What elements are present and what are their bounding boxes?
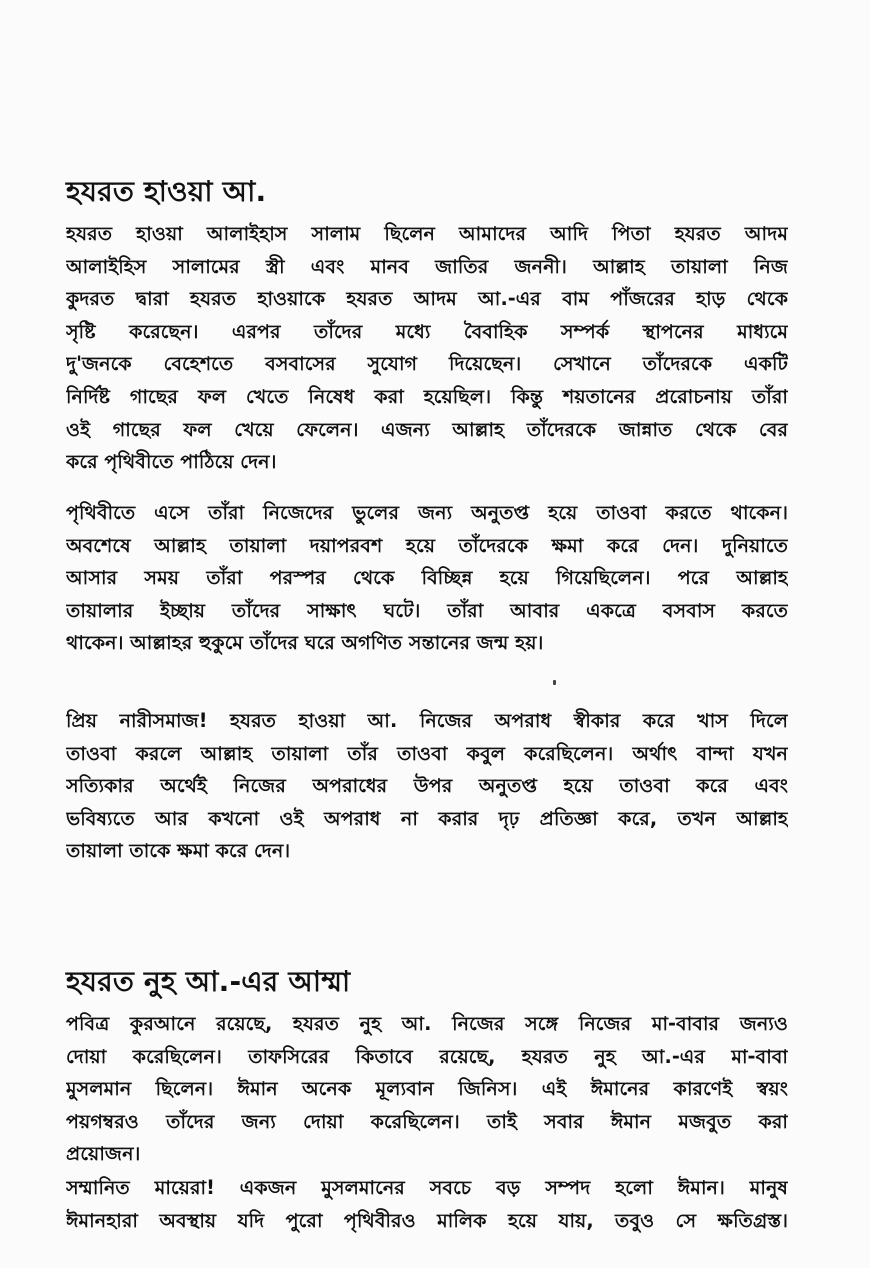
text-line: কুদরত দ্বারা হযরত হাওয়াকে হযরত আদম আ.-এর বাম পাঁজরের হাড় থেকে	[66, 287, 788, 311]
text-line: সম্মানিত মায়েরা! একজন মুসলমানের সবচে বড় সম্পদ হলো ঈমান। মানুষ	[66, 1176, 788, 1199]
text-line: নির্দিষ্ট গাছের ফল খেতে নিষেধ করা হয়েছিল। কিন্তু শয়তানের প্ররোচনায় তাঁরা	[66, 384, 788, 408]
text-line: তাওবা করলে আল্লাহ তায়ালা তাঁর তাওবা কবুল করেছিলেন। অর্থাৎ বান্দা যখন	[66, 741, 788, 765]
text-line: পবিত্র কুরআনে রয়েছে, হযরত নুহ আ. নিজের সঙ্গে নিজের মা-বাবার জন্যও	[66, 1012, 788, 1035]
text-line: দু'জনকে বেহেশতে বসবাসের সুযোগ দিয়েছেন। সেখানে তাঁদেরকে একটি	[66, 352, 788, 376]
text-line: সৃষ্টি করেছেন। এরপর তাঁদের মধ্যে বৈবাহিক সম্পর্ক স্থাপনের মাধ্যমে	[66, 319, 788, 343]
text-line: করে পৃথিবীতে পাঠিয়ে দেন।	[66, 450, 277, 474]
section-heading-hawa: হযরত হাওয়া আ.	[66, 175, 267, 208]
text-line: প্রয়োজন।	[66, 1142, 141, 1166]
text-line: আসার সময় তাঁরা পরস্পর থেকে বিচ্ছিন্ন হয়ে গিয়েছিলেন। পরে আল্লাহ	[66, 566, 788, 590]
text-line: ওই গাছের ফল খেয়ে ফেলেন। এজন্য আল্লাহ তাঁদেরকে জান্নাত থেকে বের	[66, 417, 788, 441]
text-line: সত্যিকার অর্থেই নিজের অপরাধের উপর অনুতপ্ত হয়ে তাওবা করে এবং	[66, 774, 788, 798]
text-line: হযরত হাওয়া আলাইহাস সালাম ছিলেন আমাদের আদি পিতা হযরত আদম	[66, 222, 788, 245]
text-line: ঈমানহারা অবস্থায় যদি পুরো পৃথিবীরও মালিক হয়ে যায়, তবুও সে ক্ষতিগ্রস্ত।	[66, 1208, 788, 1232]
text-line: তায়ালা তাকে ক্ষমা করে দেন।	[66, 839, 291, 863]
paragraph-nuh-iman	[66, 1172, 788, 1237]
text-line: প্রিয় নারীসমাজ! হযরত হাওয়া আ. নিজের অপরাধ স্বীকার করে খাস দিলে	[66, 709, 788, 732]
paragraph-hawa-intro	[66, 218, 788, 479]
text-line: তায়ালার ইচ্ছায় তাঁদের সাক্ষাৎ ঘটে। তাঁরা আবার একত্রে বসবাস করতে	[66, 598, 788, 622]
text-line: অবশেষে আল্লাহ তায়ালা দয়াপরবশ হয়ে তাঁদেরকে ক্ষমা করে দেন। দুনিয়াতে	[66, 533, 788, 557]
section-heading-nuh-mother: হযরত নুহ আ.-এর আম্মা	[66, 965, 351, 998]
text-line: পৃথিবীতে এসে তাঁরা নিজেদের ভুলের জন্য অনুতপ্ত হয়ে তাওবা করতে থাকেন।	[66, 501, 788, 524]
text-line: পয়গম্বরও তাঁদের জন্য দোয়া করেছিলেন। তাই সবার ঈমান মজবুত করা	[66, 1109, 788, 1133]
text-line: থাকেন। আল্লাহর হুকুমে তাঁদের ঘরে অগণিত সন্তানের জন্ম হয়।	[66, 631, 544, 655]
paragraph-nuh-intro	[66, 1008, 788, 1171]
paragraph-hawa-lesson	[66, 705, 788, 868]
text-line: ভবিষ্যতে আর কখনো ওই অপরাধ না করার দৃঢ় প্রতিজ্ঞা করে, তখন আল্লাহ	[66, 806, 788, 830]
text-line: দোয়া করেছিলেন। তাফসিরের কিতাবে রয়েছে, হযরত নুহ আ.-এর মা-বাবা	[66, 1044, 788, 1068]
paragraph-hawa-earth	[66, 497, 788, 660]
text-line: মুসলমান ছিলেন। ঈমান অনেক মূল্যবান জিনিস। এই ঈমানের কারণেই স্বয়ং	[66, 1077, 788, 1101]
ink-speck	[553, 680, 556, 685]
text-line: আলাইহিস সালামের স্ত্রী এবং মানব জাতির জননী। আল্লাহ তায়ালা নিজ	[66, 254, 788, 278]
